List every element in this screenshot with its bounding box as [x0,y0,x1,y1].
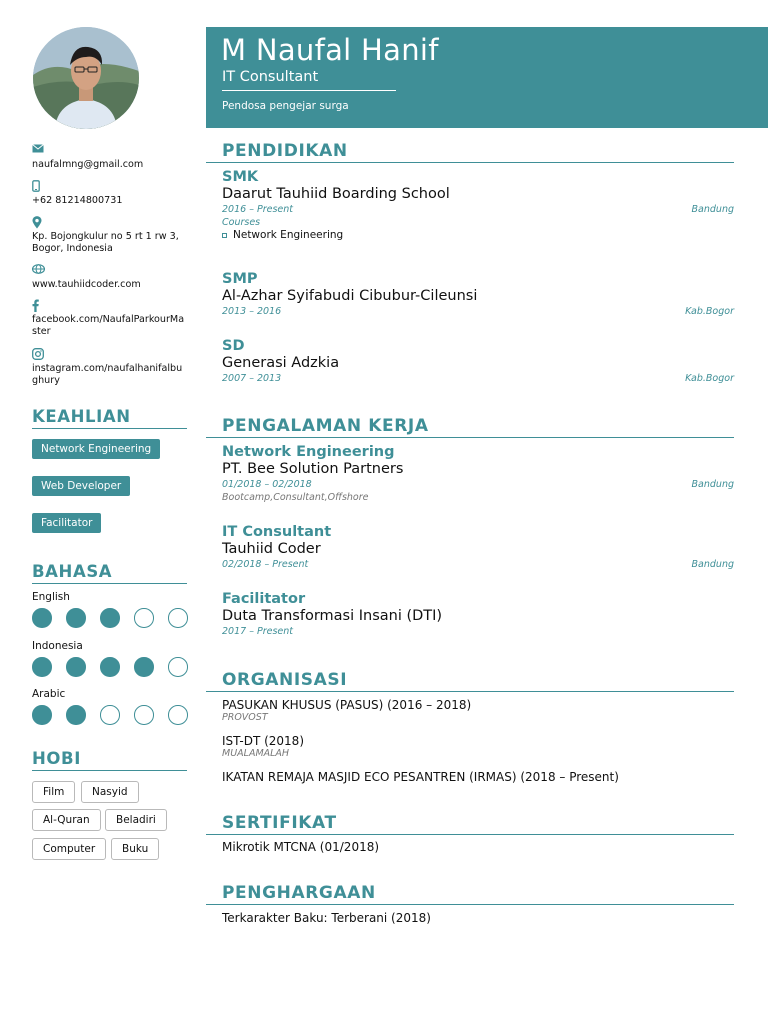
job-position: Facilitator [222,591,306,607]
entry-meta [222,372,734,386]
skill-badge: Web Developer [32,476,130,496]
entry-meta [222,478,734,492]
rating-dot-filled [66,705,86,725]
job-position: Network Engineering [222,444,395,460]
header-banner [206,27,768,128]
rating-dot-filled [100,608,120,628]
facebook-icon [32,299,188,311]
hobby-tag: Computer [32,838,106,860]
contact-address [32,216,188,254]
certificates-heading: SERTIFIKAT [206,813,734,835]
company-name: Duta Transformasi Insani (DTI) [222,608,443,624]
education-level: SMP [222,271,258,287]
skill-badge: Network Engineering [32,439,160,459]
company-name: PT. Bee Solution Partners [222,461,404,477]
entry-dates: 2013 – 2016 [222,306,282,317]
experience-entry [222,444,734,504]
education-level: SMK [222,169,259,185]
contact-facebook[interactable] [32,299,188,337]
education-heading: PENDIDIKAN [206,141,734,163]
entry-location: Bandung [691,479,734,490]
language-name: English [32,591,70,603]
entry-meta [222,203,734,217]
language-name: Indonesia [32,640,83,652]
job-title: IT Consultant [222,69,319,85]
entry-dates: 02/2018 – Present [222,559,309,570]
languages-heading: BAHASA [32,563,187,584]
contact-instagram[interactable] [32,348,188,386]
entry-location: Kab.Bogor [685,306,734,317]
courses-label: Courses [222,217,261,228]
rating-dot-filled [32,705,52,725]
instagram-text: instagram.com/naufalhanifalbughury [32,363,183,386]
rating-dot-empty [100,705,120,725]
organization-name: IKATAN REMAJA MASJID ECO PESANTREN (IRMAS) (2018 – Present) [222,770,619,784]
school-name: Al-Azhar Syifabudi Cibubur-Cileunsi [222,288,478,304]
experience-heading: PENGALAMAN KERJA [206,416,734,438]
education-entry [222,271,734,319]
hobby-tag: Buku [111,838,159,860]
entry-dates: 2007 – 2013 [222,373,282,384]
hobby-tag: Beladiri [105,809,167,831]
envelope-icon [32,144,188,156]
entry-location: Kab.Bogor [685,373,734,384]
experience-entry [222,591,734,639]
contact-phone[interactable] [32,180,188,207]
job-note: Bootcamp,Consultant,Offshore [222,492,369,503]
rating-dot-empty [134,705,154,725]
rating-dot-empty [134,608,154,628]
rating-dot-filled [32,608,52,628]
globe-icon [32,264,188,276]
organization-name: IST-DT (2018) [222,734,305,748]
map-pin-icon [32,216,188,228]
education-entry [222,169,734,242]
hobby-tag: Al-Quran [32,809,101,831]
company-name: Tauhiid Coder [222,541,321,557]
rating-dot-filled [100,657,120,677]
rating-dot-filled [32,657,52,677]
email-text: naufalmng@gmail.com [32,159,144,170]
entry-location: Bandung [691,204,734,215]
phone-icon [32,180,188,192]
organization-role: MUALAMALAH [222,748,290,759]
course-name: Network Engineering [233,229,344,241]
language-rating [32,705,188,725]
avatar [33,27,139,129]
school-name: Daarut Tauhiid Boarding School [222,186,450,202]
job-position: IT Consultant [222,524,332,540]
organization-name: PASUKAN KHUSUS (PASUS) (2016 – 2018) [222,698,472,712]
entry-meta [222,305,734,319]
phone-text: +62 81214800731 [32,195,123,206]
skills-heading: KEAHLIAN [32,408,187,429]
education-level: SD [222,338,245,354]
tagline: Pendosa pengejar surga [222,100,349,112]
square-bullet-icon [222,233,227,238]
entry-meta [222,625,734,639]
facebook-text: facebook.com/NaufalParkourMaster [32,314,185,337]
website-text: www.tauhiidcoder.com [32,279,141,290]
organizations-heading: ORGANISASI [206,670,734,692]
instagram-icon [32,348,188,360]
course-item [222,229,734,242]
person-name: M Naufal Hanif [221,33,439,67]
hobby-tag: Film [32,781,75,803]
organization-role: PROVOST [222,712,268,723]
address-text: Kp. Bojongkulur no 5 rt 1 rw 3, Bogor, Indonesia [32,231,179,254]
header-divider [222,90,396,91]
entry-dates: 01/2018 – 02/2018 [222,479,312,490]
language-rating [32,608,188,628]
school-name: Generasi Adzkia [222,355,340,371]
rating-dot-filled [66,608,86,628]
contact-email[interactable] [32,144,188,171]
education-entry [222,338,734,386]
entry-dates: 2017 – Present [222,626,293,637]
language-name: Arabic [32,688,66,700]
award-item: Terkarakter Baku: Terberani (2018) [222,911,431,925]
awards-heading: PENGHARGAAN [206,883,734,905]
entry-meta [222,558,734,572]
rating-dot-empty [168,657,188,677]
skill-badge: Facilitator [32,513,101,533]
experience-entry [222,524,734,572]
rating-dot-empty [168,705,188,725]
entry-dates: 2016 – Present [222,204,293,215]
rating-dot-filled [134,657,154,677]
entry-location: Bandung [691,559,734,570]
hobby-tag: Nasyid [81,781,139,803]
rating-dot-empty [168,608,188,628]
rating-dot-filled [66,657,86,677]
certificate-item: Mikrotik MTCNA (01/2018) [222,840,380,854]
language-rating [32,657,188,677]
hobbies-heading: HOBI [32,750,187,771]
contact-website[interactable] [32,264,188,291]
